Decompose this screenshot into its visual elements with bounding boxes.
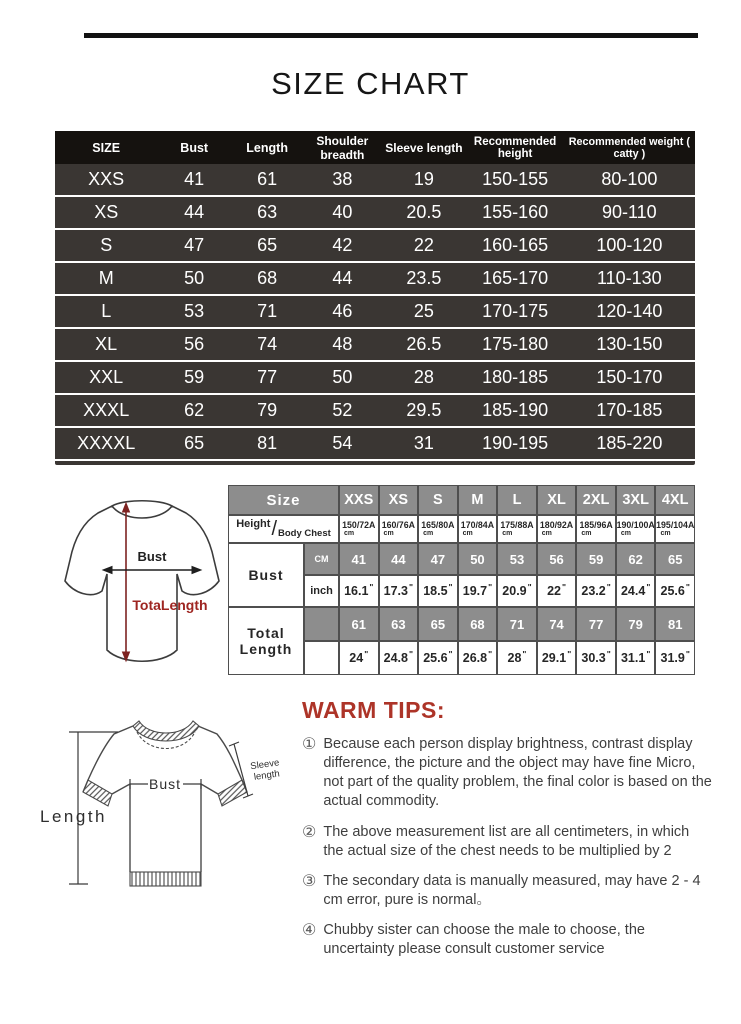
detail-total-inch-value: 30.3 " (576, 641, 616, 675)
size-table-cell: 190-195 (482, 433, 549, 453)
detail-total-cm-value: 61 (339, 607, 379, 641)
size-table-cell: 52 (332, 400, 353, 420)
inch-mark: " (606, 649, 611, 659)
svg-text:length: length (253, 768, 281, 783)
size-table-cell: 26.5 (406, 334, 442, 354)
size-table-cell: 53 (184, 301, 205, 321)
detail-height-value (576, 515, 616, 543)
warm-tip-text: The secondary data is manually measured, may have 2 - 4 cm error, pure is normal。 (323, 872, 701, 908)
size-table-header-cell: Sleeve length (385, 140, 463, 155)
size-table-cell: 65 (184, 433, 205, 453)
detail-total-cm-value: 71 (497, 607, 537, 641)
detail-bust-inch-value: 16.1 " (339, 575, 379, 607)
size-table-cell: 81 (257, 433, 278, 453)
height-unit-text: cm (383, 530, 394, 538)
size-table-cell: XS (94, 202, 119, 222)
warm-tips-title: WARM TIPS: (302, 697, 445, 723)
detail-total-inch-value: 25.6 " (418, 641, 458, 675)
detail-size-column-header: XS (379, 485, 419, 515)
detail-bust-cm-value: 44 (379, 543, 419, 575)
inch-mark: " (408, 582, 414, 592)
size-table-cell: 25 (413, 301, 434, 321)
detail-bust-inch-value: 24.4 " (616, 575, 656, 607)
size-table-body (55, 164, 695, 465)
inch-mark: " (606, 582, 611, 592)
detail-total-inch-value: 29.1 " (537, 641, 577, 675)
height-unit-text: cm (344, 530, 355, 538)
bust-label: Bust (148, 776, 182, 792)
sleeve-length-label (250, 757, 282, 783)
tshirt-outline (65, 506, 219, 661)
height-unit-text: cm (541, 530, 552, 538)
detail-total-inch-value: 31.9 " (655, 641, 695, 675)
warm-tip-number: ① (302, 736, 317, 753)
size-table-cell: 31 (413, 433, 434, 453)
size-table-cell: 170-175 (482, 301, 549, 321)
svg-text:Sleeve: Sleeve (249, 757, 281, 773)
size-table-row (55, 197, 695, 230)
detail-total-cm-value: 68 (458, 607, 498, 641)
size-table-row (55, 263, 695, 296)
detail-bust-cm-value: 47 (418, 543, 458, 575)
detail-bust-inch-value: 19.7 " (458, 575, 498, 607)
detail-total-inch-value: 26.8 " (458, 641, 498, 675)
size-table-cell: 56 (184, 334, 205, 354)
size-table-cell: 47 (184, 235, 205, 255)
inch-mark: " (448, 649, 453, 659)
height-unit-text: cm (581, 530, 592, 538)
detail-bust-cm-value: 62 (616, 543, 656, 575)
size-table-row (55, 362, 695, 395)
detail-bust-label: Bust (228, 543, 304, 607)
size-table-header-cell: Recommended height (473, 135, 557, 160)
detail-bust-cm-value: 65 (655, 543, 695, 575)
height-unit-text: cm (620, 530, 631, 538)
size-table-cell: 42 (332, 235, 353, 255)
detail-bust-cm-value: 50 (458, 543, 498, 575)
size-table-cell: 29.5 (406, 400, 442, 420)
detail-size-column-header: XL (537, 485, 577, 515)
size-table-cell: 54 (332, 433, 353, 453)
detail-size-column-header: L (497, 485, 537, 515)
inch-mark: " (646, 582, 651, 592)
detail-height-value (379, 515, 419, 543)
size-table-header (55, 131, 695, 164)
height-slash: / (271, 518, 277, 540)
inch-mark: " (408, 649, 414, 659)
size-table-cell: 65 (257, 235, 278, 255)
inch-mark: " (369, 582, 374, 592)
total-length-line2: Length (239, 641, 293, 657)
total-length-label: TotaLength (132, 597, 208, 613)
size-table-cell: 175-180 (482, 334, 549, 354)
size-table-cell: 185-190 (482, 400, 549, 420)
size-table-cell: 50 (184, 268, 205, 288)
size-table-cell: XXXL (83, 400, 130, 420)
size-table-cell: 61 (257, 169, 278, 189)
detail-table (228, 485, 695, 675)
total-length-text (240, 625, 293, 657)
size-table-cell: 90-110 (601, 202, 657, 222)
length-label: Length (40, 807, 107, 826)
size-table-cell: 110-130 (596, 268, 662, 288)
body-chest-label: Body Chest (278, 528, 331, 539)
size-table-header-cell: Shoulder breadth (316, 133, 369, 162)
warm-tip-number: ③ (302, 872, 317, 890)
detail-bust-cm-value: 41 (339, 543, 379, 575)
detail-size-column-header: 2XL (576, 485, 616, 515)
size-table-cell: 130-150 (596, 334, 663, 354)
size-table-header-cell: Recommended weight ( catty ) (568, 135, 690, 160)
size-table-row (55, 329, 695, 362)
inch-mark: " (522, 649, 527, 659)
size-table-cell: 80-100 (601, 169, 658, 189)
size-table-cell: 41 (184, 169, 205, 189)
inch-mark: " (488, 649, 493, 659)
size-table-cell: 155-160 (482, 202, 549, 222)
detail-size-column-header: XXS (339, 485, 379, 515)
size-table-cell: XXL (89, 367, 124, 387)
detail-unit-empty-inch (304, 641, 339, 675)
detail-bust-cm-value: 53 (497, 543, 537, 575)
size-table-row (55, 164, 695, 197)
detail-size-column-header: S (418, 485, 458, 515)
detail-total-inch-value: 31.1 " (616, 641, 656, 675)
height-unit-text: cm (462, 530, 473, 538)
size-table-cell: 50 (332, 367, 353, 387)
detail-height-value (537, 515, 577, 543)
warm-tip (302, 823, 712, 861)
detail-total-inch-value: 28 " (497, 641, 537, 675)
tshirt-outline-sketch (83, 721, 247, 886)
detail-height-value (458, 515, 498, 543)
detail-bust-cm-value: 59 (576, 543, 616, 575)
detail-height-value (497, 515, 537, 543)
size-table-cell: 28 (413, 367, 434, 387)
warm-tip-number: ④ (302, 922, 317, 939)
size-table-cell: 62 (184, 400, 205, 420)
size-table-cell: XL (95, 334, 118, 354)
warm-tips-list (302, 735, 712, 959)
size-table-cell: 20.5 (406, 202, 442, 222)
total-length-line1: Total (247, 624, 285, 641)
size-table-cell: L (101, 301, 112, 321)
detail-total-cm-value: 74 (537, 607, 577, 641)
height-unit-text: cm (423, 530, 434, 538)
detail-size-column-header: 3XL (616, 485, 656, 515)
tshirt-collar (112, 501, 172, 506)
size-table-cell: 40 (332, 202, 353, 222)
detail-height-value (339, 515, 379, 543)
size-table-cell: 22 (413, 235, 434, 255)
height-value-text: 180/92A (539, 519, 574, 530)
top-divider-rule (84, 33, 698, 38)
detail-total-length-label (228, 607, 304, 675)
height-value-text: 185/96A (579, 519, 613, 530)
size-table-cell: 46 (332, 301, 353, 321)
tshirt-diagram-total-length (48, 482, 236, 680)
detail-height-value (418, 515, 458, 543)
size-table-cell: 77 (257, 367, 278, 387)
warm-tip (302, 921, 712, 959)
size-table-row (55, 395, 695, 428)
height-value-text: 170/84A (460, 519, 495, 530)
height-value-text: 195/104A (656, 519, 695, 530)
height-unit-text: cm (502, 530, 513, 538)
size-table-cell: S (100, 235, 113, 255)
height-value-text: 165/80A (421, 519, 455, 530)
height-value-text: 160/76A (381, 519, 415, 530)
detail-size-column-header: 4XL (655, 485, 695, 515)
detail-bust-inch-value: 25.6 " (655, 575, 695, 607)
detail-total-cm-value: 65 (418, 607, 458, 641)
detail-size-column-header: M (458, 485, 498, 515)
detail-height-value (616, 515, 656, 543)
size-table-cell: 71 (257, 301, 278, 321)
size-table-header-cell: Length (246, 140, 288, 155)
inch-mark: " (646, 649, 651, 659)
warm-tip-text: Because each person display brightness, contrast display difference, the picture and the object may have fine Micro, not part of the quality problem, the final color is based on the actual commodity. (323, 736, 712, 810)
inch-mark: " (448, 582, 453, 592)
inch-mark: " (567, 649, 572, 659)
inch-mark: " (488, 582, 493, 592)
size-table-cell: 165-170 (482, 268, 549, 288)
size-table-cell: 59 (184, 367, 205, 387)
size-table-header-cell: Bust (180, 140, 209, 155)
size-table-cell: 74 (257, 334, 278, 354)
detail-height-value (655, 515, 695, 543)
size-table-cell: 170-185 (596, 400, 663, 420)
detail-bust-inch-value: 20.9 " (497, 575, 537, 607)
detail-bust-inch-value: 23.2 " (576, 575, 616, 607)
size-table (55, 131, 695, 465)
height-value-text: 190/100A (616, 519, 655, 530)
detail-cm-label: CM (304, 543, 339, 575)
detail-size-label: Size (228, 485, 339, 515)
detail-bust-cm-value: 56 (537, 543, 577, 575)
detail-unit-empty-cm (304, 607, 339, 641)
size-table-row (55, 230, 695, 263)
size-table-cell: M (98, 268, 114, 288)
warm-tip-text: The above measurement list are all centimeters, in which the actual size of the chest needs to be multiplied by 2 (323, 823, 690, 859)
warm-tip (302, 735, 712, 812)
inch-mark: " (527, 582, 532, 592)
size-table-row (55, 428, 695, 461)
warm-tip-number: ② (302, 823, 317, 841)
detail-height-label (228, 515, 339, 543)
size-table-cell: XXXXL (77, 433, 136, 453)
size-table-cell: 38 (332, 169, 353, 189)
detail-bust-inch-value: 17.3 " (379, 575, 419, 607)
detail-total-cm-value: 77 (576, 607, 616, 641)
size-table-cell: 44 (184, 202, 205, 222)
height-unit-text: cm (660, 530, 671, 538)
size-table-cell: 150-170 (596, 367, 663, 387)
warm-tip (302, 872, 712, 910)
size-table-cell: 180-185 (482, 367, 549, 387)
size-table-cell: 68 (257, 268, 278, 288)
size-table-cell: 19 (413, 169, 434, 189)
size-table-cell: 150-155 (482, 169, 549, 189)
detail-total-cm-value: 79 (616, 607, 656, 641)
page-title: SIZE CHART (271, 66, 470, 101)
bust-label: Bust (137, 549, 167, 564)
size-table-cell: XXS (88, 169, 125, 189)
height-label: Height (236, 518, 271, 530)
height-value-text: 175/88A (500, 519, 534, 530)
detail-bust-inch-value: 22 " (537, 575, 577, 607)
size-table-cell: 120-140 (596, 301, 663, 321)
detail-bust-inch-value: 18.5 " (418, 575, 458, 607)
detail-total-inch-value: 24.8 " (379, 641, 419, 675)
size-table-cell: 44 (332, 268, 353, 288)
size-table-cell: 23.5 (406, 268, 442, 288)
warm-tip-text: Chubby sister can choose the male to choose, the uncertainty please consult customer service (323, 922, 645, 958)
inch-mark: " (685, 649, 690, 659)
inch-mark: " (364, 649, 369, 659)
detail-total-cm-value: 63 (379, 607, 419, 641)
detail-total-inch-value: 24 " (339, 641, 379, 675)
size-table-cell: 100-120 (596, 235, 663, 255)
detail-inch-label: inch (304, 575, 339, 607)
size-table-cell: 48 (332, 334, 353, 354)
size-table-cell: 63 (257, 202, 278, 222)
size-table-cell: 79 (257, 400, 278, 420)
inch-mark: " (561, 582, 567, 592)
tshirt-diagram-measurements (38, 710, 293, 922)
detail-total-cm-value: 81 (655, 607, 695, 641)
size-table-row (55, 296, 695, 329)
size-table-header-cell: SIZE (92, 140, 121, 155)
warm-tips-section (302, 697, 712, 959)
size-table-cell: 160-165 (482, 235, 549, 255)
size-table-cell: 185-220 (596, 433, 663, 453)
height-value-text: 150/72A (342, 519, 376, 530)
inch-mark: " (685, 582, 690, 592)
